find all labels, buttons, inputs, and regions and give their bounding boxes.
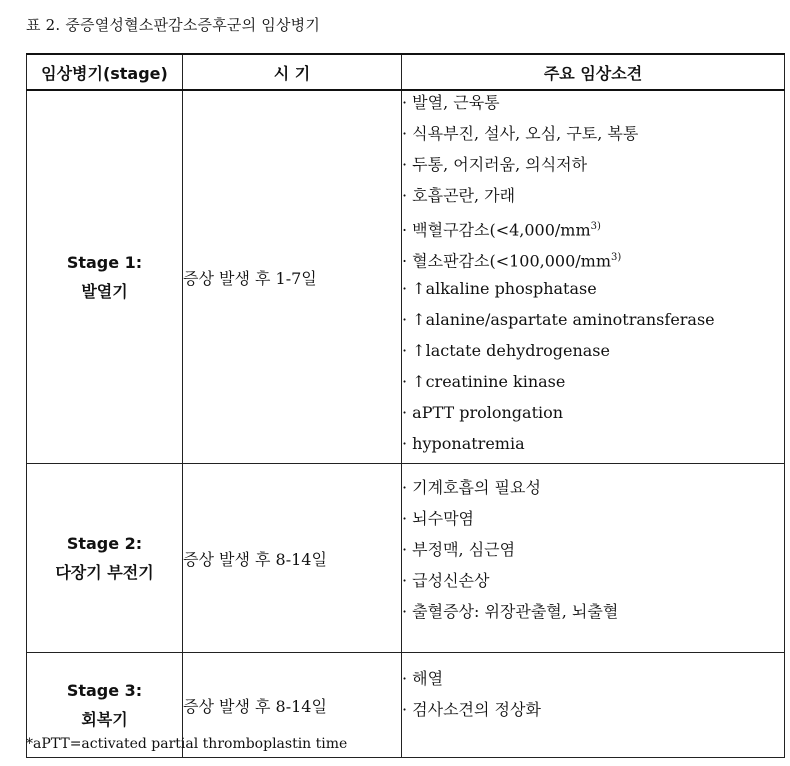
superscript: 3) <box>590 221 601 232</box>
finding-item: · 해열 <box>402 669 444 688</box>
stage-name-en: Stage 1: <box>66 253 143 272</box>
finding-text: · 혈소판감소(<100,000/mm <box>402 251 611 271</box>
stage-name-en: Stage 2: <box>66 534 143 553</box>
finding-item: · 발열, 근육통 <box>402 93 500 112</box>
findings-cell <box>402 464 785 653</box>
period-cell: 증상 발생 후 1-7일 <box>183 90 402 464</box>
period-cell: 증상 발생 후 8-14일 <box>183 653 402 758</box>
findings-cell <box>402 653 785 758</box>
table-row <box>27 464 785 653</box>
table-caption: 표 2. 중증열성혈소판감소증후군의 임상병기 <box>26 16 321 34</box>
stage-cell <box>27 464 183 653</box>
header-period: 시 기 <box>183 54 402 90</box>
finding-item: · 출혈증상: 위장관출혈, 뇌출혈 <box>402 602 619 621</box>
stage-name-en: Stage 3: <box>66 681 143 700</box>
superscript: 3) <box>611 252 622 263</box>
header-findings: 주요 임상소견 <box>402 54 785 90</box>
finding-item <box>402 246 784 277</box>
finding-item: · ↑lactate dehydrogenase <box>402 341 610 360</box>
table-header-row <box>27 54 785 90</box>
finding-item: · 뇌수막염 <box>402 509 474 528</box>
stage-cell <box>27 90 183 464</box>
finding-item: · aPTT prolongation <box>402 403 564 422</box>
finding-item: · 호흡곤란, 가래 <box>402 186 516 205</box>
finding-item: · hyponatremia <box>402 434 525 453</box>
footnote: *aPTT=activated partial thromboplastin time <box>26 736 348 752</box>
finding-item: · 식욕부진, 설사, 오심, 구토, 복통 <box>402 124 639 143</box>
finding-item: · 두통, 어지러움, 의식저하 <box>402 155 588 174</box>
stage-name-ko: 발열기 <box>81 282 128 301</box>
header-stage: 임상병기(stage) <box>27 54 183 90</box>
stage-name-ko: 회복기 <box>81 710 128 729</box>
finding-text: · 백혈구감소(<4,000/mm <box>402 220 591 240</box>
table-row <box>27 90 785 464</box>
finding-item: · 급성신손상 <box>402 571 490 590</box>
clinical-stage-table <box>26 53 785 758</box>
finding-item: · ↑creatinine kinase <box>402 372 566 391</box>
finding-item: · ↑alkaline phosphatase <box>402 279 597 298</box>
period-cell: 증상 발생 후 8-14일 <box>183 464 402 653</box>
finding-item <box>402 215 784 246</box>
stage-name-ko: 다장기 부전기 <box>55 563 154 582</box>
finding-item: · 검사소견의 정상화 <box>402 700 541 719</box>
finding-item: · 부정맥, 심근염 <box>402 540 516 559</box>
finding-item: · ↑alanine/aspartate aminotransferase <box>402 310 715 329</box>
finding-item: · 기계호흡의 필요성 <box>402 478 541 497</box>
findings-cell <box>402 90 785 464</box>
